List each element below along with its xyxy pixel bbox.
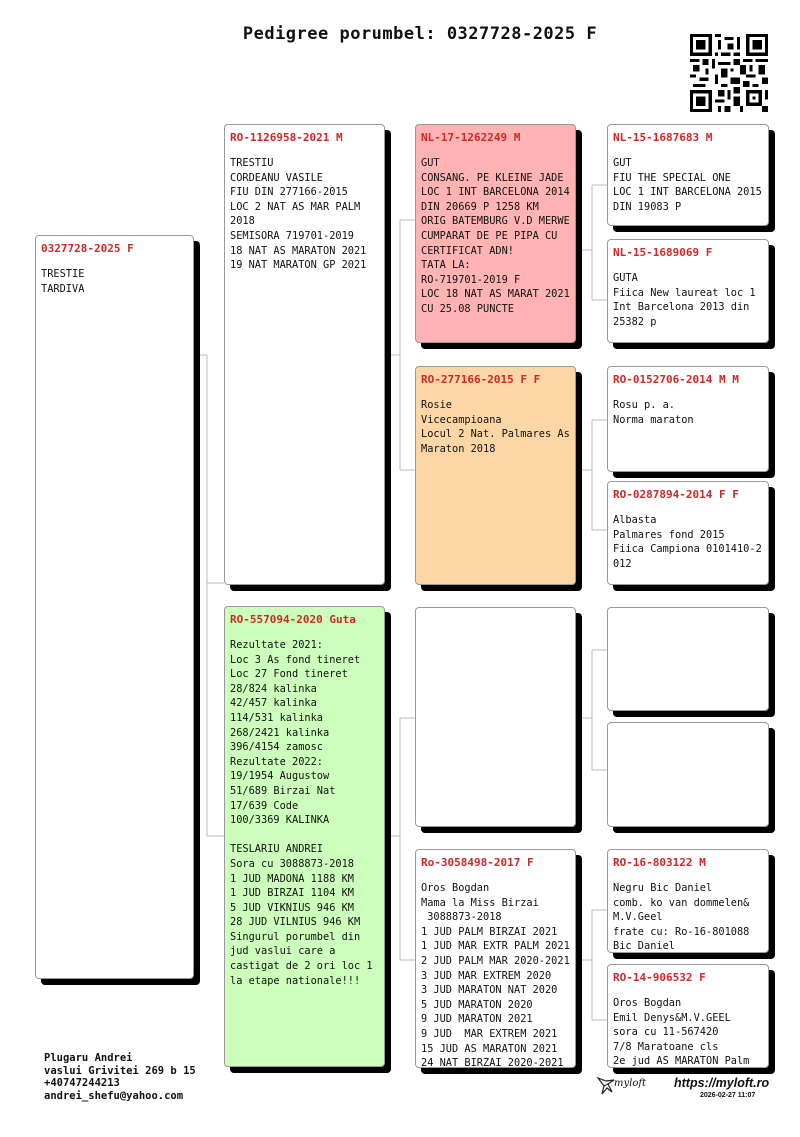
note-line: 1 JUD MAR EXTR PALM 2021 [421,940,570,953]
note-line: 15 JUD AS MARATON 2021 [421,1042,558,1055]
subject-id: 0327728-2025 F [41,242,134,255]
dam-card[interactable] [224,606,385,1067]
note-line: M.V.Geel [613,911,663,924]
note-line: GUT [613,157,632,169]
sire-id: RO-1126958-2021 M [230,131,343,144]
note-line: DIN 19083 P [613,200,682,213]
note-line: 28/824 kalinka [230,682,317,695]
sire-sire-card[interactable] [415,124,576,343]
dd-sire-card[interactable] [607,849,769,953]
page-title: Pedigree porumbel: 0327728-2025 F [242,24,598,44]
note-line: comb. ko van dommelen& [613,896,750,909]
note-line: 9 JUD MARATON 2021 [421,1013,533,1026]
note-line: LOC 1 INT BARCELONA 2015 [613,186,762,199]
note-line: 2e jud AS MARATON Palm [613,1055,750,1068]
print-date: 2026-02-27 11:07 [700,1092,756,1099]
note-line: 9 JUD MAR EXTREM 2021 [421,1027,558,1040]
owner-address: vaslui Grivitei 269 b 15 [44,1064,196,1077]
note-line: GUT [421,157,440,169]
dd-dam-notes [613,996,763,1068]
note-line: Loc 27 Fond tineret [230,668,348,681]
note-line: Rosu p. a. [613,399,675,411]
note-line: Albasta [613,514,657,526]
note-line: 396/4154 zamosc [230,741,323,754]
note-line: Int Barcelona 2013 din [613,301,750,314]
note-line: Maraton 2018 [421,442,496,455]
ss-sire-id: NL-15-1687683 M [613,131,713,144]
dd-dam-card[interactable] [607,964,769,1068]
sd-sire-notes [613,398,763,427]
note-line: Bic Daniel [613,940,675,953]
note-line: 18 NAT AS MARATON 2021 [230,244,367,257]
note-line: Fiica Campiona 0101410-2 [613,543,762,556]
note-line: la etape nationale!!! [230,974,361,987]
sire-notes [230,156,379,273]
note-line: 100/3369 KALINKA [230,814,330,827]
note-line: TRESTIE [41,268,85,280]
sire-card[interactable] [224,124,385,585]
note-line: 012 [613,557,632,570]
note-line: DIN 20669 P 1258 KM [421,200,539,213]
sd-dam-id: RO-0287894-2014 F F [613,488,739,501]
dd-dam-id: RO-14-906532 F [613,971,706,984]
note-line: Sora cu 3088873-2018 [230,857,354,870]
note-line: CU 25.08 PUNCTE [421,302,514,315]
subject-notes [41,267,188,296]
note-line: CUMPARAT DE PE PIPA CU [421,229,558,242]
sd-dam-card[interactable] [607,481,769,585]
subject-card[interactable] [35,235,194,979]
dam-dam-id: Ro-3058498-2017 F [421,856,534,869]
note-line: jud vaslui care a [230,945,336,958]
owner-info [44,1052,196,1102]
note-line: 5 JUD VIKNIUS 946 KM [230,901,354,914]
note-line: 1 JUD BIRZAI 1104 KM [230,887,354,900]
dam-dam-notes [421,881,570,1068]
site-link[interactable]: https://myloft.ro [674,1076,770,1090]
sire-dam-notes [421,398,570,456]
dd-sire-notes [613,881,763,953]
note-line: 42/457 kalinka [230,697,317,710]
sire-sire-id: NL-17-1262249 M [421,131,521,144]
dam-dam-card[interactable] [415,849,576,1068]
note-line: 19/1954 Augustow [230,770,330,783]
note-line: TESLARIU ANDREI [230,843,323,856]
note-line: LOC 2 NAT AS MAR PALM [230,200,361,213]
note-line: 25382 p [613,315,657,328]
note-line: 268/2421 kalinka [230,726,330,739]
note-line: Palmares fond 2015 [613,528,725,541]
note-line: 1 JUD MADONA 1188 KM [230,872,354,885]
note-line: 28 JUD VILNIUS 946 KM [230,916,361,929]
note-line: FIU DIN 277166-2015 [230,186,348,199]
sd-dam-notes [613,513,763,571]
note-line: Vicecampioana [421,413,502,426]
note-line: Norma maraton [613,413,694,426]
note-line: Rosie [421,399,452,411]
note-line: 114/531 kalinka [230,711,323,724]
dam-sire-card[interactable] [415,607,576,827]
ds-sire-card[interactable] [607,607,769,711]
note-line: TATA LA: [421,259,471,272]
note-line: ORIG BATEMBURG V.D MERWE [421,215,570,228]
sd-sire-id: RO-0152706-2014 M M [613,373,739,386]
dam-id: RO-557094-2020 Guta [230,613,356,626]
note-line: GUTA [613,272,638,284]
ds-dam-card[interactable] [607,722,769,827]
brand-name: myloft [614,1078,647,1089]
note-line: 7/8 Maratoane cls [613,1040,719,1053]
note-line: 51/689 Birzai Nat [230,784,336,797]
note-line: Emil Denys&M.V.GEEL [613,1011,731,1024]
note-line: Loc 3 As fond tineret [230,653,361,666]
sd-sire-card[interactable] [607,366,769,472]
dam-notes [230,638,379,988]
note-line: 2 JUD PALM MAR 2020-2021 [421,954,570,967]
owner-phone: +40747244213 [44,1077,120,1089]
ss-sire-notes [613,156,763,214]
note-line: Singurul porumbel din [230,930,361,943]
note-line: 3 JUD MAR EXTREM 2020 [421,969,552,982]
note-line: RO-719701-2019 F [421,273,521,286]
note-line: castigat de 2 ori loc 1 [230,960,373,973]
note-line: TARDIVA [41,282,85,295]
ss-dam-notes [613,271,763,329]
ss-dam-card[interactable] [607,239,769,343]
note-line: CERTIFICAT ADN! [421,244,514,257]
dd-sire-id: RO-16-803122 M [613,856,706,869]
sire-sire-notes [421,156,570,317]
note-line: sora cu 11-567420 [613,1026,719,1039]
note-line: Fiica New laureat loc 1 [613,286,756,299]
note-line: Rezultate 2022: [230,755,323,768]
ss-dam-id: NL-15-1689069 F [613,246,713,259]
owner-name: Plugaru Andrei [44,1052,133,1064]
note-line: Negru Bic Daniel [613,882,713,894]
note-line: TRESTIU [230,157,274,169]
note-line: Oros Bogdan [421,882,490,894]
note-line: 2018 [230,215,255,228]
note-line: FIU THE SPECIAL ONE [613,171,731,184]
note-line: LOC 18 NAT AS MARAT 2021 [421,288,570,301]
note-line: Rezultate 2021: [230,639,323,651]
note-line: Mama la Miss Birzai [421,896,539,909]
note-line: 1 JUD PALM BIRZAI 2021 [421,925,558,938]
ss-sire-card[interactable] [607,124,769,226]
note-line: LOC 1 INT BARCELONA 2014 [421,186,570,199]
note-line: 24 NAT BIRZAI 2020-2021 [421,1057,564,1068]
note-line: 17/639 Code [230,799,299,812]
note-line: frate cu: Ro-16-801088 [613,925,750,938]
note-line: Locul 2 Nat. Palmares As [421,428,570,441]
note-line: 19 NAT MARATON GP 2021 [230,259,367,272]
sire-dam-card[interactable] [415,366,576,585]
owner-email[interactable]: andrei_shefu@yahoo.com [44,1089,184,1102]
note-line: 3088873-2018 [421,911,502,924]
note-line: 5 JUD MARATON 2020 [421,998,533,1011]
note-line: SEMISORA 719701-2019 [230,229,354,242]
note-line [230,828,379,843]
sire-dam-id: RO-277166-2015 F F [421,373,541,386]
note-line: Oros Bogdan [613,997,682,1009]
note-line: 3 JUD MARATON NAT 2020 [421,984,558,997]
note-line: CONSANG. PE KLEINE JADE [421,171,564,184]
note-line: CORDEANU VASILE [230,171,323,184]
